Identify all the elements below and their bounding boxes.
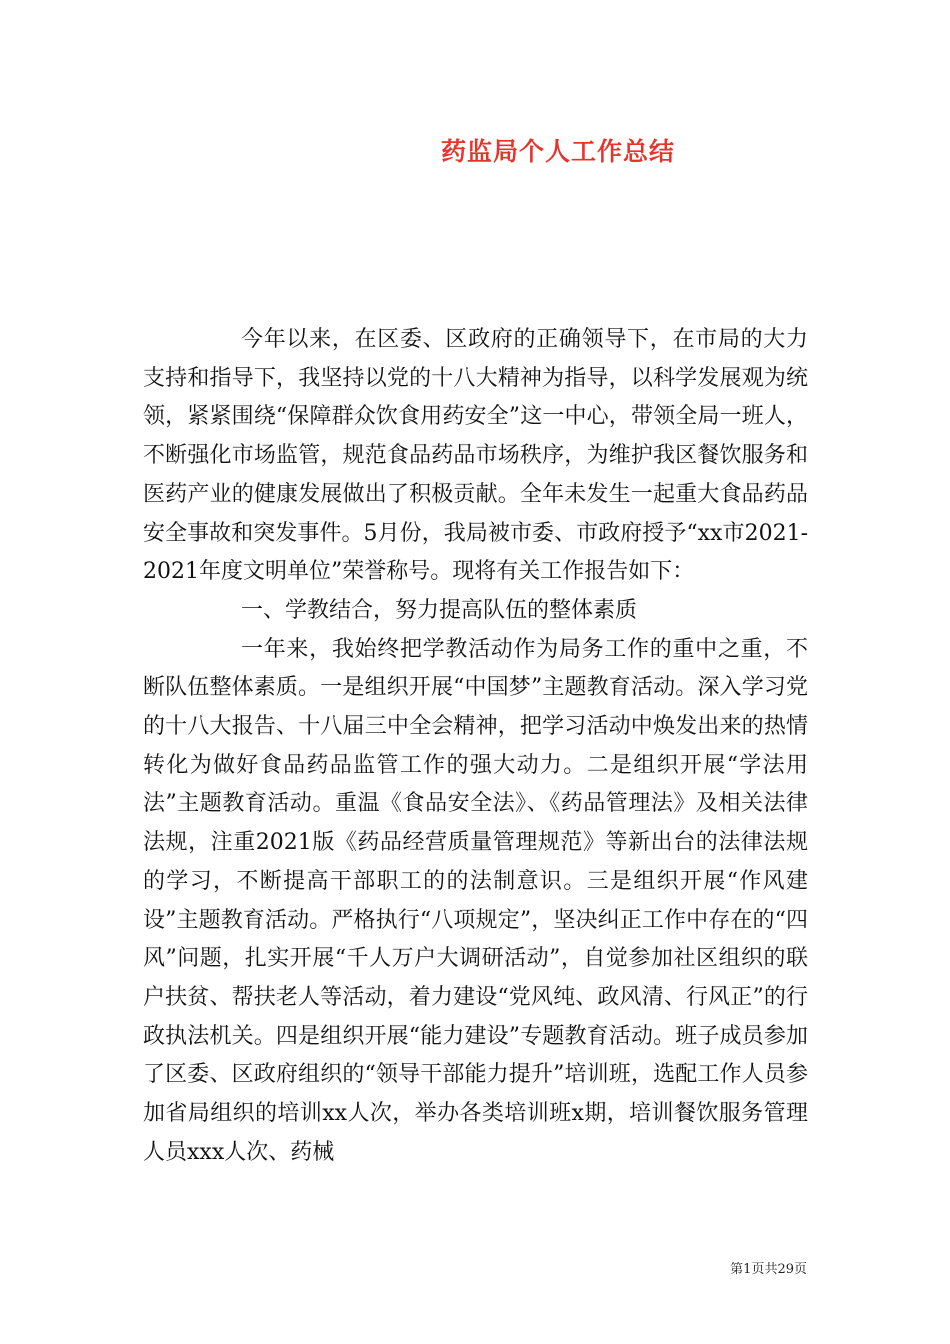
document-body (143, 321, 808, 1172)
paragraph-section-1: 一年来，我始终把学教活动作为局务工作的重中之重，不断队伍整体素质。一是组织开展“中国梦”主题教育活动。深入学习党的十八大报告、十八届三中全会精神，把学习活动中焕发出来的热情转化为做好食品药品监管工作的强大动力。二是组织开展“学法用法”主题教育活动。重温《食品安全法》、《药品管理法》及相关法律法规，注重2021版《药品经营质量管理规范》等新出台的法律法规的学习，不断提高干部职工的的法制意识。三是组织开展“作风建设”主题教育活动。严格执行“八项规定”，坚决纠正工作中存在的“四风”问题，扎实开展“千人万户大调研活动”，自觉参加社区组织的联户扶贫、帮扶老人等活动，着力建设“党风纯、政风清、行风正”的行政执法机关。四是组织开展“能力建设”专题教育活动。班子成员参加了区委、区政府组织的“领导干部能力提升”培训班，选配工作人员参加省局组织的培训xx人次，举办各类培训班x期，培训餐饮服务管理人员xxx人次、药械 (143, 636, 808, 1165)
paragraph-intro: 今年以来，在区委、区政府的正确领导下，在市局的大力支持和指导下，我坚持以党的十八大精神为指导，以科学发展观为统领，紧紧围绕“保障群众饮食用药安全”这一中心，带领全局一班人，不断强化市场监管，规范食品药品市场秩序，为维护我区餐饮服务和医药产业的健康发展做出了积极贡献。全年未发生一起重大食品药品安全事故和突发事件。5月份，我局被市委、市政府授予“xx市2021-2021年度文明单位”荣誉称号。现将有关工作报告如下： (143, 327, 808, 585)
page-number-footer: 第1页共29页 (730, 1262, 807, 1277)
document-title: 药监局个人工作总结 (440, 137, 675, 166)
section-heading-1: 一、学教结合，努力提高队伍的整体素质 (241, 597, 638, 623)
